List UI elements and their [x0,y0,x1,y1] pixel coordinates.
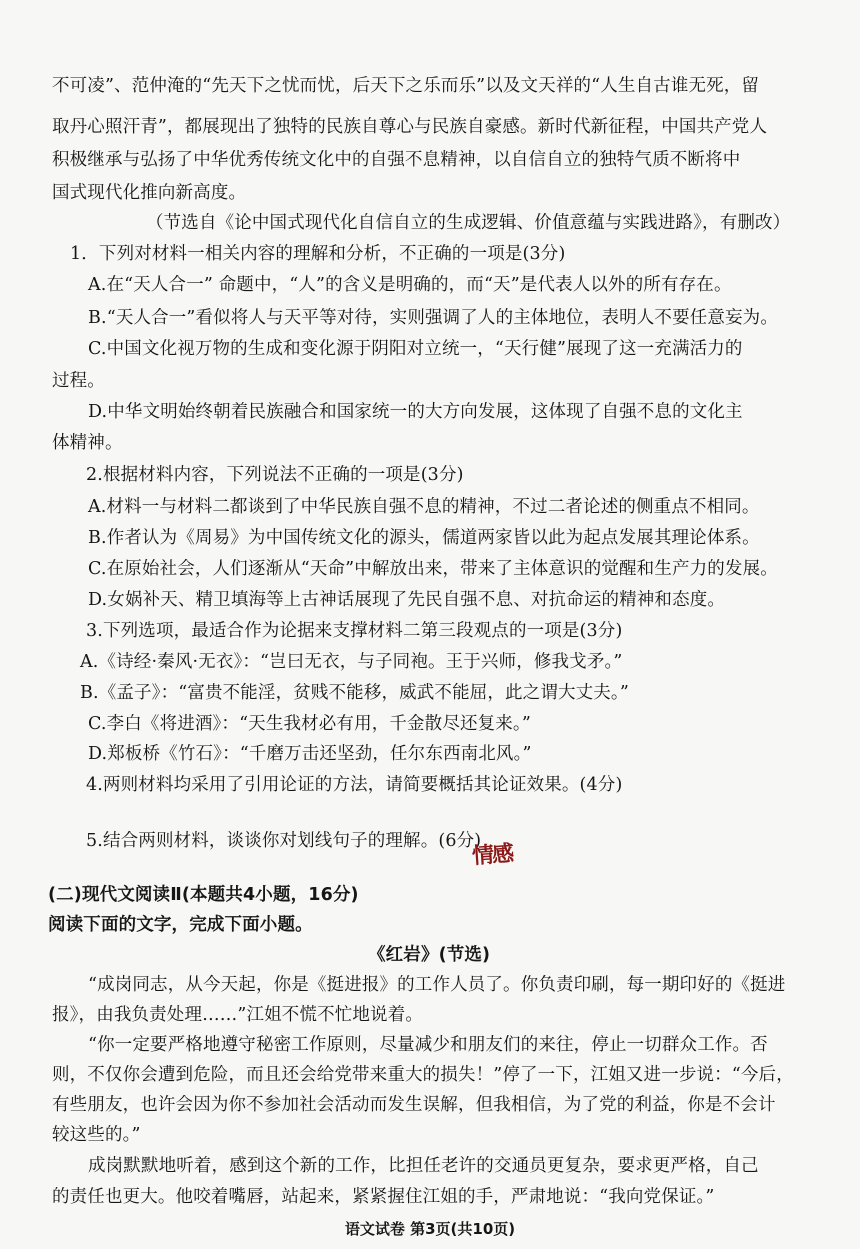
material-line-3: 积极继承与弘扬了中华优秀传统文化中的自强不息精神，以自信自立的独特气质不断将中 [52,150,741,170]
q2-option-b: B.作者认为《周易》为中国传统文化的源头，儒道两家皆以此为起点发展其理论体系。 [88,528,760,548]
q3-option-a: A.《诗经·秦风·无衣》：“岂曰无衣，与子同袍。王于兴师，修我戈矛。” [80,652,623,672]
passage-line: 的责任也更大。他咬着嘴唇，站起来，紧紧握住江姐的手，严肃地说：“我向党保证。” [52,1187,715,1207]
passage-line: 较这些的。” [52,1125,141,1145]
passage-title: 《红岩》(节选) [368,945,491,965]
material-line-4: 国式现代化推向新高度。 [52,183,247,203]
q1-option-d-cont: 体精神。 [52,433,123,453]
q1-option-c-cont: 过程。 [52,371,105,391]
source-note: （节选自《论中国式现代化自信自立的生成逻辑、价值意蕴与实践进路》，有删改） [146,213,791,233]
material-line-1: 不可凌”、范仲淹的“先天下之忧而忧，后天下之乐而乐”以及文天祥的“人生自古谁无死，留 [52,76,760,96]
q1-stem: 1．下列对材料一相关内容的理解和分析，不正确的一项是(3分) [70,244,566,264]
passage-line: “你一定要严格地遵守秘密工作原则，尽量减少和朋友们的来往，停止一切群众工作。否 [88,1035,768,1055]
q2-option-d: D.女娲补天、精卫填海等上古神话展现了先民自强不息、对抗命运的精神和态度。 [88,590,726,610]
passage-line: 报》，由我负责处理……”江姐不慌不忙地说着。 [52,1005,423,1025]
q2-stem: 2.根据材料内容，下列说法不正确的一项是(3分) [86,465,464,485]
passage-line: 则，不仅你会遭到危险，而且还会给党带来重大的损失！”停了一下，江姐又进一步说：“今后， [52,1065,794,1085]
q3-stem: 3.下列选项，最适合作为论据来支撑材料二第三段观点的一项是(3分) [86,621,623,641]
passage-line: “成岗同志，从今天起，你是《挺进报》的工作人员了。你负责印刷，每一期印好的《挺进 [88,975,786,995]
handwritten-note: 情感 [471,840,513,870]
section-2-title: (二)现代文阅读Ⅱ(本题共4小题，16分) [48,885,359,905]
q2-option-a: A.材料一与材料二都谈到了中华民族自强不息的精神，不过二者论述的侧重点不相同。 [88,497,760,517]
section-2-instruction: 阅读下面的文字，完成下面小题。 [48,915,313,935]
q1-option-a: A.在“天人合一” 命题中，“人”的含义是明确的，而“天”是代表人以外的所有存在。 [88,275,732,295]
passage-line: 有些朋友，也许会因为你不参加社会活动而发生误解，但我相信，为了党的利益，你是不会计 [52,1095,776,1115]
q2-option-c: C.在原始社会，人们逐渐从“天命”中解放出来，带来了主体意识的觉醒和生产力的发展。 [88,559,778,579]
q3-option-b: B.《孟子》：“富贵不能淫，贫贱不能移，威武不能屈，此之谓大丈夫。” [80,683,629,703]
q4-stem: 4.两则材料均采用了引用论证的方法，请简要概括其论证效果。(4分) [86,775,623,795]
material-line-2: 取丹心照汗青”，都展现出了独特的民族自尊心与民族自豪感。新时代新征程，中国共产党人 [52,117,768,137]
page-footer: 语文试卷 第3页(共10页) [344,1220,516,1238]
q3-option-c: C.李白《将进酒》：“天生我材必有用，千金散尽还复来。” [88,714,531,734]
q5-stem: 5.结合两则材料，谈谈你对划线句子的理解。(6分) [86,831,482,851]
q1-option-b: B.“天人合一”看似将人与天平等对待，实则强调了人的主体地位，表明人不要任意妄为。 [88,308,778,328]
q1-option-d: D.中华文明始终朝着民族融合和国家统一的大方向发展，这体现了自强不息的文化主 [88,402,743,422]
q1-option-c: C.中国文化视万物的生成和变化源于阴阳对立统一，“天行健”展现了这一充满活力的 [88,339,743,359]
q3-option-d: D.郑板桥《竹石》：“千磨万击还坚劲，任尔东西南北风。” [88,744,532,764]
passage-line: 成岗默默地听着，感到这个新的工作，比担任老许的交通员更复杂，要求更严格，自己 [88,1156,759,1176]
